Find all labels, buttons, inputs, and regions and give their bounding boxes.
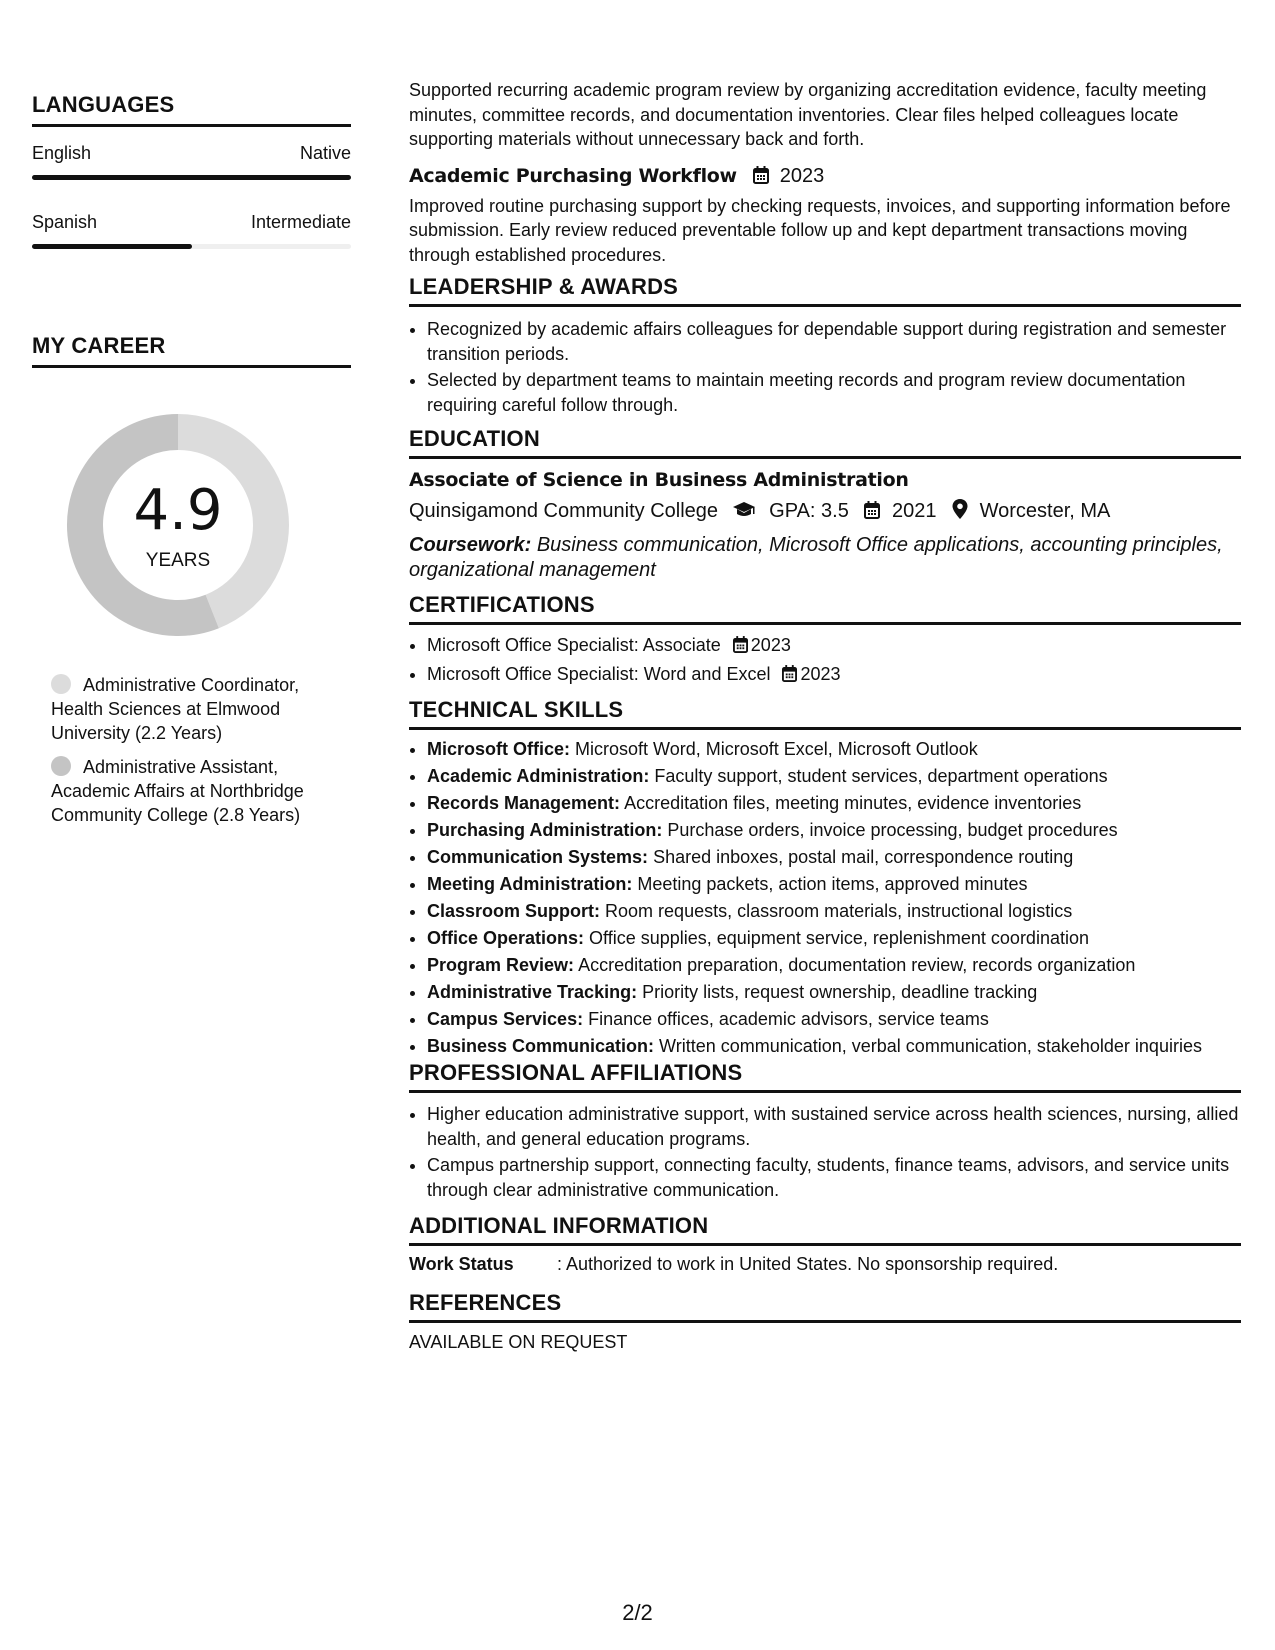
language-proficiency-fill	[32, 244, 192, 249]
skill-value: Room requests, classroom materials, instructional logistics	[605, 901, 1073, 921]
certification-year: 2023	[750, 635, 791, 655]
skill-label: Records Management:	[427, 793, 621, 813]
language-row	[32, 212, 351, 233]
career-heading: MY CAREER	[32, 333, 351, 368]
education-heading: EDUCATION	[409, 426, 1241, 459]
skill-item	[427, 871, 1241, 898]
references-section	[409, 1290, 1241, 1353]
skill-item	[427, 898, 1241, 925]
skill-item	[427, 790, 1241, 817]
calendar-icon	[753, 166, 769, 189]
skill-label: Program Review:	[427, 955, 575, 975]
certifications-list	[409, 633, 1241, 688]
language-level: Native	[299, 143, 351, 163]
leadership-item: • Selected by department teams to maintain meeting records and program review documentation requiring careful follow through.	[427, 368, 1241, 417]
skill-value: Finance offices, academic advisors, service teams	[588, 1009, 989, 1029]
skill-value: Office supplies, equipment service, replenishment coordination	[589, 928, 1089, 948]
career-total-years: 4.9	[133, 478, 223, 543]
skill-value: Purchase orders, invoice processing, budget procedures	[667, 820, 1118, 840]
certification-year: 2023	[800, 663, 841, 684]
career-role-text: Administrative Assistant, Academic Affairs at Northbridge Community College (2.8 Years)	[51, 757, 304, 825]
skill-value: Meeting packets, action items, approved minutes	[637, 874, 1028, 894]
leadership-list	[409, 317, 1241, 417]
skill-value: Microsoft Word, Microsoft Excel, Microsoft Outlook	[575, 739, 978, 759]
languages-section	[32, 92, 351, 249]
leadership-item: • Recognized by academic affairs colleagues for dependable support during registration and semester transition periods.	[427, 317, 1241, 366]
skill-value: Shared inboxes, postal mail, correspondence routing	[653, 847, 1074, 867]
languages-list	[32, 143, 351, 249]
languages-heading: LANGUAGES	[32, 92, 351, 127]
affiliations-heading: PROFESSIONAL AFFILIATIONS	[409, 1060, 1241, 1093]
project-title-row	[409, 165, 1241, 189]
coursework-label: Coursework:	[409, 534, 532, 556]
education-details	[409, 499, 1241, 525]
skill-label: Purchasing Administration:	[427, 820, 663, 840]
skill-item	[427, 1033, 1241, 1060]
skill-item	[427, 952, 1241, 979]
calendar-icon	[864, 501, 880, 525]
references-text: AVAILABLE ON REQUEST	[409, 1332, 628, 1352]
affiliation-item: • Higher education administrative support, with sustained service across health sciences, nursing, allied health, and general education programs.	[427, 1102, 1241, 1151]
language-level: Intermediate	[250, 212, 351, 232]
certification-item	[427, 633, 1241, 660]
skill-label: Academic Administration:	[427, 766, 650, 786]
education-location: Worcester, MA	[979, 500, 1111, 522]
skill-item	[427, 1006, 1241, 1033]
education-coursework	[409, 533, 1241, 582]
legend-dot-icon	[51, 674, 71, 694]
language-name: Spanish	[32, 212, 98, 232]
education-degree: Associate of Science in Business Administration	[409, 469, 909, 491]
skill-item	[427, 817, 1241, 844]
project-intro-text: Supported recurring academic program review by organizing accreditation evidence, faculty meeting minutes, committee records, and documentation inventories. Clear files helped colleagues locate supporting materials without unnecessary back and forth.	[409, 80, 1207, 149]
work-status-value: : Authorized to work in United States. No sponsorship required.	[557, 1254, 1059, 1274]
skill-value: Faculty support, student services, department operations	[654, 766, 1108, 786]
project-year: 2023	[779, 164, 825, 187]
project-title: Academic Purchasing Workflow	[409, 164, 737, 187]
language-row	[32, 143, 351, 164]
education-year: 2021	[891, 500, 937, 522]
career-legend-item	[51, 673, 341, 745]
language-item	[32, 143, 351, 180]
references-heading: REFERENCES	[409, 1290, 1241, 1323]
career-years-label: YEARS	[145, 550, 211, 571]
language-item	[32, 212, 351, 249]
career-legend	[51, 673, 341, 837]
leadership-section	[409, 274, 1241, 419]
coursework-text: Business communication, Microsoft Office applications, accounting principles, organizational management	[409, 534, 1223, 581]
career-section	[32, 333, 351, 368]
education-section	[409, 426, 1241, 582]
certifications-heading: CERTIFICATIONS	[409, 592, 1241, 625]
page-number: 2/2	[622, 1600, 653, 1625]
additional-info-section	[409, 1213, 1241, 1275]
certification-name: Microsoft Office Specialist: Associate	[427, 635, 721, 655]
language-proficiency-bar	[32, 175, 351, 180]
certifications-section	[409, 592, 1241, 690]
skill-item	[427, 844, 1241, 871]
map-pin-icon	[952, 499, 968, 525]
skill-item	[427, 979, 1241, 1006]
skill-label: Microsoft Office:	[427, 739, 571, 759]
skill-value: Written communication, verbal communication, stakeholder inquiries	[659, 1036, 1202, 1056]
project-description: Improved routine purchasing support by checking requests, invoices, and supporting information before submission. Early review reduced preventable follow up and kept department transactions moving through established procedures.	[409, 195, 1231, 265]
legend-dot-icon	[51, 756, 71, 776]
work-status-label: Work Status	[409, 1254, 514, 1274]
skill-label: Campus Services:	[427, 1009, 584, 1029]
skill-label: Administrative Tracking:	[427, 982, 638, 1002]
career-donut-chart	[66, 413, 290, 637]
skill-item	[427, 925, 1241, 952]
affiliations-list	[409, 1102, 1241, 1202]
project-section	[409, 78, 1241, 267]
calendar-icon	[733, 635, 748, 660]
skills-section	[409, 697, 1241, 1060]
skill-value: Accreditation files, meeting minutes, evidence inventories	[624, 793, 1082, 813]
skills-heading: TECHNICAL SKILLS	[409, 697, 1241, 730]
career-legend-item	[51, 755, 341, 827]
skill-item	[427, 736, 1241, 763]
skill-label: Business Communication:	[427, 1036, 655, 1056]
language-proficiency-fill	[32, 175, 351, 180]
skill-label: Communication Systems:	[427, 847, 649, 867]
certification-name: Microsoft Office Specialist: Word and Excel	[427, 663, 771, 684]
education-school: Quinsigamond Community College	[409, 500, 719, 522]
skill-item	[427, 763, 1241, 790]
additional-info-heading: ADDITIONAL INFORMATION	[409, 1213, 1241, 1246]
skill-label: Classroom Support:	[427, 901, 601, 921]
education-gpa: GPA: 3.5	[769, 500, 849, 522]
language-proficiency-bar	[32, 244, 351, 249]
skills-list	[409, 736, 1241, 1060]
work-status-row	[409, 1254, 1241, 1275]
leadership-heading: LEADERSHIP & AWARDS	[409, 274, 1241, 307]
graduation-cap-icon	[732, 501, 756, 525]
language-name: English	[32, 143, 92, 163]
skill-label: Meeting Administration:	[427, 874, 633, 894]
affiliation-item: • Campus partnership support, connecting faculty, students, finance teams, advisors, and service units through clear administrative communication.	[427, 1153, 1241, 1202]
career-role-text: Administrative Coordinator, Health Sciences at Elmwood University (2.2 Years)	[51, 675, 300, 743]
calendar-icon	[782, 664, 797, 689]
skill-value: Accreditation preparation, documentation review, records organization	[578, 955, 1136, 975]
skill-label: Office Operations:	[427, 928, 585, 948]
skill-value: Priority lists, request ownership, deadline tracking	[642, 982, 1038, 1002]
affiliations-section	[409, 1060, 1241, 1204]
certification-item	[427, 662, 1241, 689]
